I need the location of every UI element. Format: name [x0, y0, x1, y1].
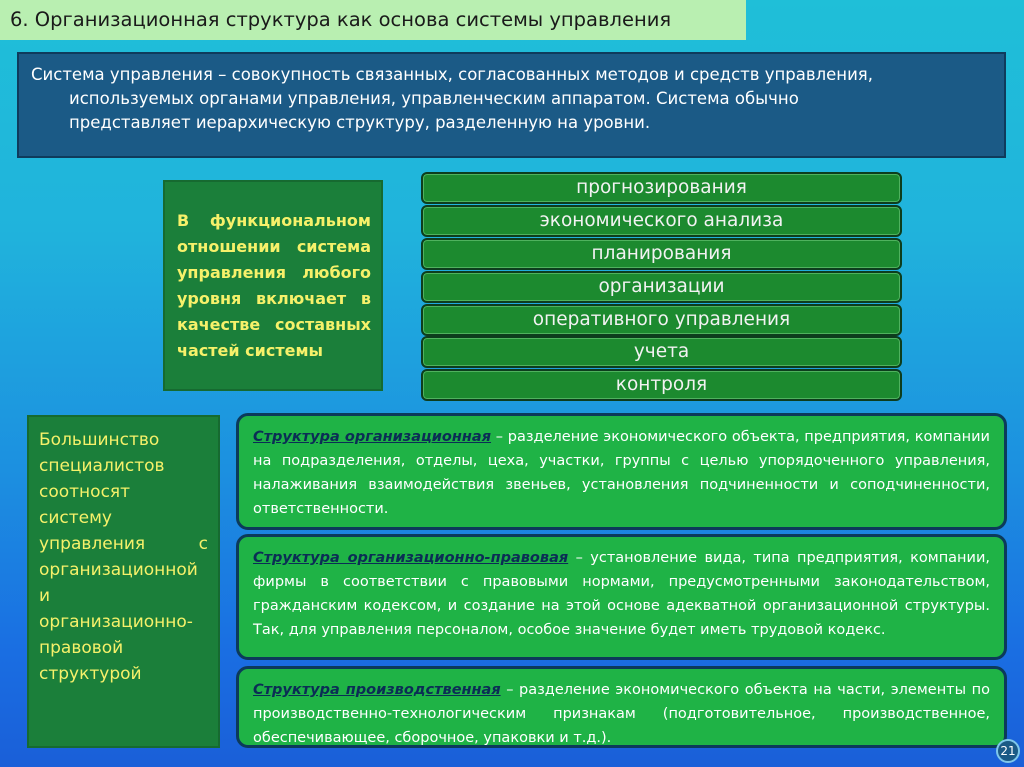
- part-accounting: учета: [421, 336, 902, 368]
- functional-line: В функциональном: [177, 211, 371, 230]
- intro-definition-box: [17, 52, 1006, 158]
- majority-line: Большинство: [39, 430, 160, 450]
- majority-line: структурой: [39, 664, 142, 684]
- structure-text: – разделение экономического объекта на части, элементы по производственно-технологическим признакам (подготовительное, производственное, обеспечивающее, сборочное, упаковки и т.д.).: [253, 682, 990, 746]
- majority-line: соотносят: [39, 482, 131, 502]
- part-planning: планирования: [421, 238, 902, 270]
- majority-line: организационной: [39, 560, 198, 580]
- structure-production-box: [236, 666, 1007, 748]
- majority-line: управления с: [39, 534, 208, 554]
- structure-org-legal-box: [236, 534, 1007, 660]
- structure-text: – установление вида, типа предприятия, компании, фирмы в соответствии с правовыми нормами, предусмотренными законодательством, гражданским кодексом, и создание на этой основе адекватной организационной структуры. Так, для управления персоналом, особое значение будет иметь трудовой кодекс.: [253, 550, 990, 638]
- majority-box: [27, 415, 220, 748]
- slide-title: 6. Организационная структура как основа системы управления: [0, 0, 746, 40]
- majority-line: систему: [39, 508, 112, 528]
- functional-line: управления любого: [177, 263, 371, 282]
- page-number: 21: [996, 739, 1020, 763]
- part-organization: организации: [421, 271, 902, 303]
- majority-line: специалистов: [39, 456, 165, 476]
- part-control: контроля: [421, 369, 902, 401]
- part-forecasting: прогнозирования: [421, 172, 902, 204]
- structure-term: Структура организационно-правовая: [253, 550, 569, 566]
- majority-line: правовой: [39, 638, 124, 658]
- functional-line: частей системы: [177, 341, 324, 360]
- structure-term: Структура производственная: [253, 682, 501, 698]
- intro-line-3: представляет иерархическую структуру, разделенную на уровни.: [69, 113, 651, 132]
- part-economic-analysis: экономического анализа: [421, 205, 902, 237]
- structure-text: – разделение экономического объекта, предприятия, компании на подразделения, отделы, цеха, участки, группы с целью упорядоченного управления, налаживания взаимодействия звеньев, установления подчиненности и соподчиненности, ответственности.: [253, 429, 990, 517]
- functional-line: качестве составных: [177, 315, 371, 334]
- structure-term: Структура организационная: [253, 429, 492, 445]
- functional-line: отношении система: [177, 237, 371, 256]
- majority-line: и: [39, 586, 51, 606]
- intro-line-2: используемых органами управления, управленческим аппаратом. Система обычно: [69, 89, 799, 108]
- functional-box: [163, 180, 383, 391]
- part-operational-management: оперативного управления: [421, 304, 902, 336]
- functional-line: уровня включает в: [177, 289, 371, 308]
- structure-organizational-box: [236, 413, 1007, 530]
- intro-line-1: Система управления – совокупность связанных, согласованных методов и средств управления,: [31, 65, 873, 84]
- majority-line: организационно-: [39, 612, 193, 632]
